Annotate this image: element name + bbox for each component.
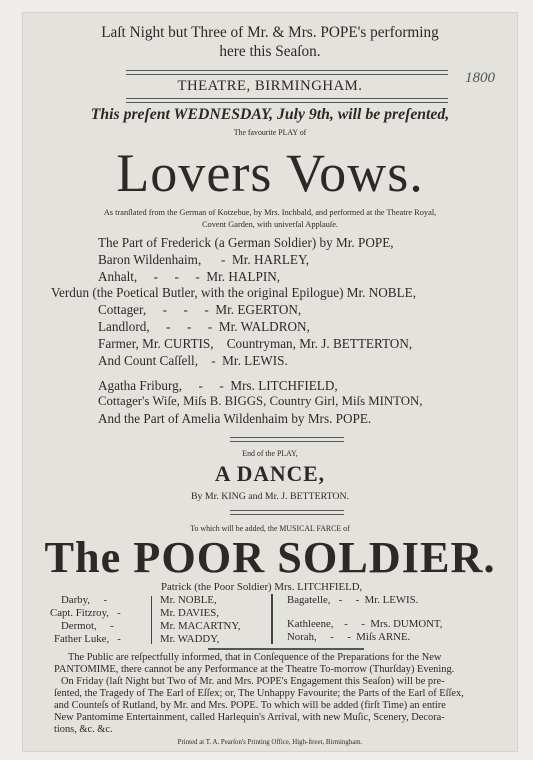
cast-brace bbox=[151, 596, 152, 644]
play-title: Lovers Vows. bbox=[116, 143, 424, 203]
translated-line-1: As tranſlated from the German of Kotzebue, by Mrs. Inchbald, and performed at the Theatre Royal, bbox=[103, 208, 437, 217]
cast-line: Cottager's Wiſe, Miſs B. BIGGS, Country Girl, Miſs MINTON, bbox=[98, 394, 423, 408]
farce-right-1: Bagatelle, - - Mr. LEWIS. bbox=[287, 594, 419, 606]
cast-line: Baron Wildenhaim, - Mr. HARLEY, bbox=[98, 252, 310, 267]
farce-actor: Mr. NOBLE, bbox=[160, 594, 217, 606]
theatre-rule bbox=[126, 98, 448, 103]
date-line: This preſent WEDNESDAY, July 9th, will be preſented, bbox=[90, 106, 450, 123]
farce-role: Capt. Fitzroy, - bbox=[50, 607, 121, 619]
top-rule bbox=[126, 70, 448, 75]
notice-line: PANTOMIME, there cannot be any Performance at the Theatre To-morrow (Thurſday) Evening. bbox=[54, 664, 455, 675]
notice-line: New Pantomime Entertainment, called Harlequin's Arrival, with new Muſic, Scenery, Decora- bbox=[54, 712, 445, 723]
notice-line: tions, &c. &c. bbox=[54, 724, 113, 735]
column-divider bbox=[271, 594, 273, 644]
farce-actor: Mr. DAVIES, bbox=[160, 607, 219, 619]
notice-line: ſented, the Tragedy of The Earl of Eſſex; or, The Unhappy Favourite; the Parts of the Earl of Eſſex, bbox=[54, 688, 464, 699]
cast-line: And the Part of Amelia Wildenhaim by Mrs. POPE. bbox=[98, 411, 372, 426]
cast-line: Anhalt, - - - Mr. HALPIN, bbox=[98, 269, 281, 284]
header-line-2: here this Seaſon. bbox=[219, 43, 321, 60]
notice-line: and Counteſs of Rutland, by Mr. and Mrs. POPE. To which will be added (firſt Time) an entire bbox=[54, 700, 446, 711]
translated-line-2: Covent Garden, with univerſal Applauſe. bbox=[201, 220, 339, 229]
cast-line: Cottager, - - - Mr. EGERTON, bbox=[98, 302, 302, 317]
cast-line: Verdun (the Poetical Butler, with the original Epilogue) Mr. NOBLE, bbox=[51, 285, 416, 300]
farce-title: The POOR SOLDIER. bbox=[44, 533, 496, 582]
theatre-name: THEATRE, BIRMINGHAM. bbox=[177, 78, 363, 94]
dance-by: By Mr. KING and Mr. J. BETTERTON. bbox=[190, 491, 350, 502]
notice-line: On Friday (laſt Night but Two of Mr. and Mrs. POPE's Engagement this Seaſon) will be pre- bbox=[61, 676, 445, 687]
added-line: To which will be added, the MUSICAL FARCE of bbox=[190, 524, 350, 533]
farce-actor: Mr. MACARTNY, bbox=[160, 620, 241, 632]
farce-actor: Mr. WADDY, bbox=[160, 633, 220, 645]
favourite-play: The favourite PLAY of bbox=[233, 128, 307, 137]
cast-line: Agatha Friburg, - - Mrs. LITCHFIELD, bbox=[98, 378, 338, 393]
playbill bbox=[22, 12, 518, 752]
cast-line: Landlord, - - - Mr. WALDRON, bbox=[98, 319, 310, 334]
end-of-play: End of the PLAY, bbox=[242, 449, 298, 458]
bottom-rule bbox=[208, 648, 364, 650]
dance-rule bbox=[230, 510, 344, 515]
mid-rule bbox=[230, 437, 344, 442]
dance-title: A DANCE, bbox=[214, 462, 326, 486]
printer-line: Printed at T. A. Pearſon's Printing Office, High-ſtreet, Birmingham. bbox=[177, 739, 363, 746]
cast-line: And Count Caſſell, - Mr. LEWIS. bbox=[98, 353, 288, 368]
cast-line: The Part of Frederick (a German Soldier) by Mr. POPE, bbox=[98, 235, 394, 250]
farce-right-2: Kathleene, - - Mrs. DUMONT, bbox=[287, 618, 443, 630]
notice-line: The Public are reſpectfully informed, that in Conſequence of the Preparations for the New bbox=[68, 652, 442, 663]
farce-right-3: Norah, - - Miſs ARNE. bbox=[287, 631, 411, 643]
handwritten-year: 1800 bbox=[465, 70, 495, 86]
farce-role: Dermot, - bbox=[61, 620, 114, 632]
farce-role: Father Luke, - bbox=[54, 633, 121, 645]
farce-patrick: Patrick (the Poor Soldier) Mrs. LITCHFIELD, bbox=[161, 581, 363, 593]
cast-line: Farmer, Mr. CURTIS, Countryman, Mr. J. BETTERTON, bbox=[98, 336, 413, 351]
farce-role: Darby, - bbox=[61, 594, 108, 606]
header-line-1: Laſt Night but Three of Mr. & Mrs. POPE's performing bbox=[101, 24, 439, 41]
